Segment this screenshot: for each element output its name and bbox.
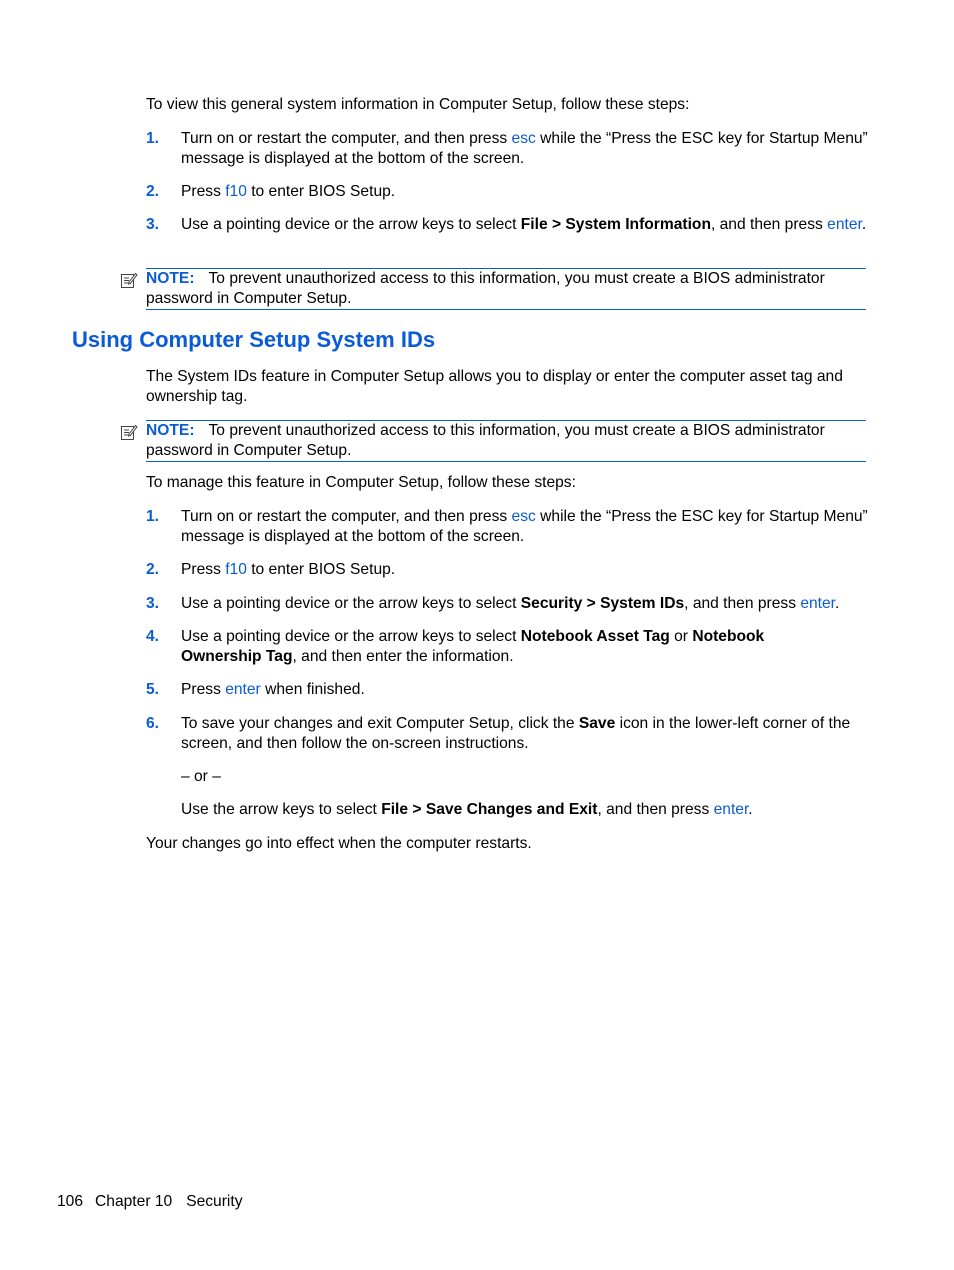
key-name: enter — [225, 681, 261, 698]
step-text: Press f10 to enter BIOS Setup. — [181, 561, 396, 578]
note-box — [146, 420, 866, 462]
step-text: Turn on or restart the computer, and then press esc while the “Press the ESC key for Startup Menu” message is displayed at the bottom of the screen. — [181, 508, 868, 545]
note-text: To prevent unauthorized access to this information, you must create a BIOS administrator password in Computer Setup. — [146, 422, 825, 459]
closing-paragraph: Your changes go into effect when the computer restarts. — [146, 835, 532, 852]
key-name: enter — [713, 801, 749, 818]
step-text: To save your changes and exit Computer Setup, click the Save icon in the lower-left corner of the screen, and then follow the on-screen instructions. — [181, 715, 851, 752]
step-number: 3. — [146, 216, 160, 233]
alternative-step: Use the arrow keys to select File > Save Changes and Exit, and then press enter. — [181, 801, 753, 818]
key-name: enter — [827, 216, 862, 233]
note-pencil-icon — [120, 423, 138, 441]
key-name: enter — [800, 595, 836, 612]
section-heading: Using Computer Setup System IDs — [72, 327, 436, 352]
intro-paragraph: The System IDs feature in Computer Setup allows you to display or enter the computer asset tag and ownership tag. — [146, 368, 843, 405]
intro-paragraph: To view this general system information in Computer Setup, follow these steps: — [146, 96, 690, 113]
step-text: Use a pointing device or the arrow keys to select Security > System IDs, and then press enter. — [181, 595, 840, 612]
step-number: 1. — [146, 508, 160, 525]
note-pencil-icon — [120, 271, 138, 289]
chapter-label: Chapter 10 — [95, 1193, 173, 1210]
key-name: esc — [511, 508, 536, 525]
page-number: 106 — [57, 1193, 84, 1210]
step-text: Turn on or restart the computer, and then press esc while the “Press the ESC key for Startup Menu” message is displayed at the bottom of the screen. — [181, 130, 868, 167]
step-text: Use a pointing device or the arrow keys to select Notebook Asset Tag or Notebook Ownership Tag, and then enter the information. — [181, 628, 765, 665]
step-text: Press enter when finished. — [181, 681, 365, 698]
step-text: Press f10 to enter BIOS Setup. — [181, 183, 396, 200]
step-number: 4. — [146, 628, 160, 645]
step-number: 3. — [146, 595, 160, 612]
note-box — [146, 268, 866, 310]
page-footer — [57, 1192, 243, 1212]
key-name: esc — [511, 130, 536, 147]
step-number: 2. — [146, 183, 160, 200]
step-number: 1. — [146, 130, 160, 147]
note-text: To prevent unauthorized access to this information, you must create a BIOS administrator password in Computer Setup. — [146, 270, 825, 307]
note-label: NOTE: — [146, 270, 195, 287]
step-number: 5. — [146, 681, 160, 698]
intro-paragraph: To manage this feature in Computer Setup, follow these steps: — [146, 474, 576, 491]
or-separator: – or – — [181, 768, 221, 785]
note-label: NOTE: — [146, 422, 195, 439]
step-number: 6. — [146, 715, 160, 732]
key-name: f10 — [225, 561, 247, 578]
step-number: 2. — [146, 561, 160, 578]
section-label: Security — [186, 1193, 243, 1210]
key-name: f10 — [225, 183, 247, 200]
step-text: Use a pointing device or the arrow keys to select File > System Information, and then press enter. — [181, 216, 867, 233]
